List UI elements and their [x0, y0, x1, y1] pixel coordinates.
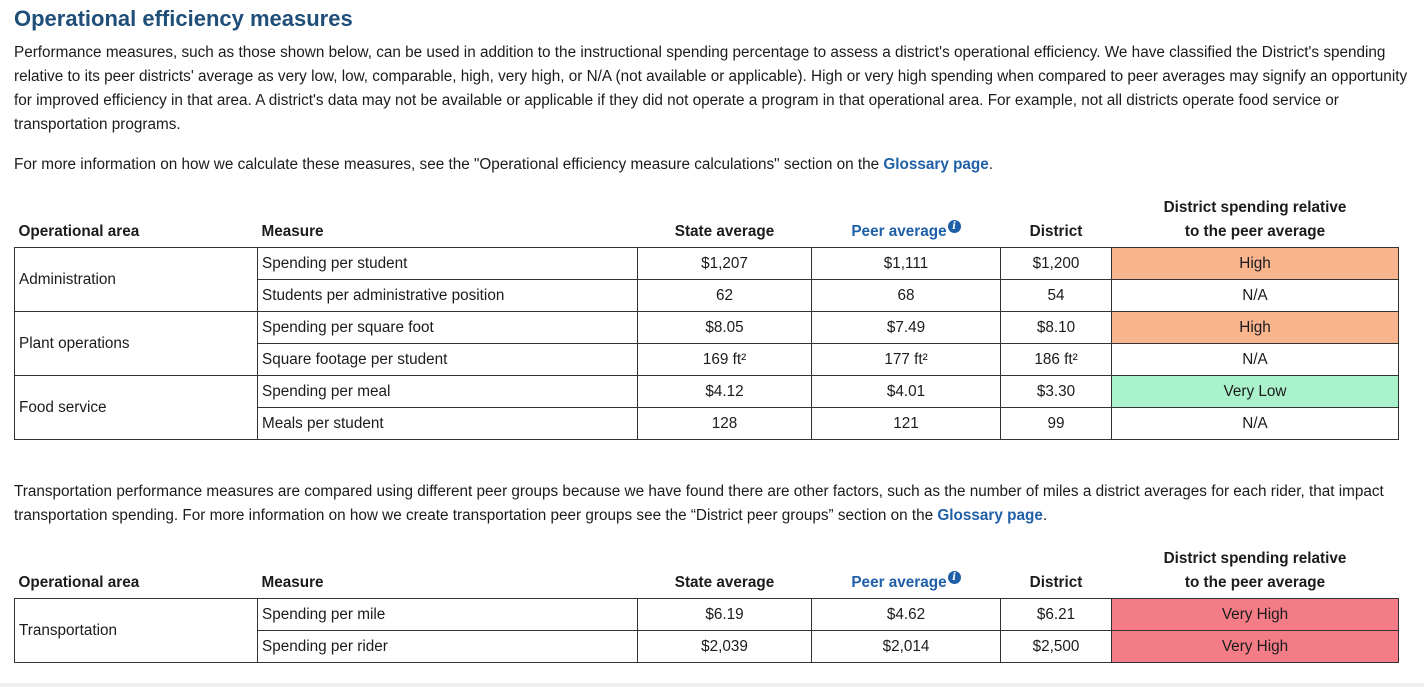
- bottom-scroll-strip: [0, 683, 1424, 687]
- measure-cell: Meals per student: [258, 408, 638, 440]
- header-relative-line2: to the peer average: [1184, 574, 1326, 591]
- header-relative-line2: to the peer average: [1184, 223, 1326, 240]
- peer-average-label: Peer average: [851, 574, 947, 591]
- peer-average-cell: 177 ft²: [812, 344, 1001, 376]
- header-relative: [1112, 547, 1399, 599]
- peer-average-cell: 68: [812, 280, 1001, 312]
- header-state-average: State average: [674, 223, 775, 240]
- header-district: District: [1029, 574, 1083, 591]
- district-cell: $8.10: [1001, 312, 1112, 344]
- table-row: [15, 599, 1399, 631]
- relative-spending-cell: Very High: [1112, 631, 1399, 663]
- state-average-cell: $8.05: [638, 312, 812, 344]
- transport-note-text: Transportation performance measures are compared using different peer groups because we have found there are other factors, such as the number of miles a district averages for each rider, that impact transportation spending. For more information on how we create transportation peer groups see the “District peer groups” section on the: [14, 483, 1384, 524]
- measure-cell: Students per administrative position: [258, 280, 638, 312]
- measure-cell: Spending per rider: [258, 631, 638, 663]
- district-cell: 54: [1001, 280, 1112, 312]
- transport-note-paragraph: [14, 480, 1410, 528]
- district-cell: 99: [1001, 408, 1112, 440]
- measure-cell: Spending per mile: [258, 599, 638, 631]
- operational-area-cell: Food service: [15, 376, 258, 440]
- operational-area-cell: Administration: [15, 248, 258, 312]
- header-relative-line1: District spending relative: [1163, 550, 1347, 567]
- peer-average-cell: $4.01: [812, 376, 1001, 408]
- table-header-row: [15, 547, 1399, 599]
- header-peer-average: [812, 547, 1001, 599]
- header-operational-area: Operational area: [18, 223, 140, 240]
- relative-spending-cell: Very Low: [1112, 376, 1399, 408]
- state-average-cell: $4.12: [638, 376, 812, 408]
- district-cell: $1,200: [1001, 248, 1112, 280]
- state-average-cell: 128: [638, 408, 812, 440]
- measure-cell: Spending per square foot: [258, 312, 638, 344]
- calc-note-paragraph: [14, 153, 1410, 177]
- district-cell: $6.21: [1001, 599, 1112, 631]
- relative-spending-cell: High: [1112, 248, 1399, 280]
- state-average-cell: $2,039: [638, 631, 812, 663]
- measure-cell: Spending per meal: [258, 376, 638, 408]
- header-district: District: [1029, 223, 1083, 240]
- calc-note-text: For more information on how we calculate these measures, see the "Operational efficiency measure calculations" section on the: [14, 156, 884, 173]
- header-measure: Measure: [261, 223, 324, 240]
- page-title: Operational efficiency measures: [14, 6, 353, 31]
- header-relative-line1: District spending relative: [1163, 199, 1347, 216]
- relative-spending-cell: N/A: [1112, 344, 1399, 376]
- relative-spending-cell: Very High: [1112, 599, 1399, 631]
- peer-average-cell: $1,111: [812, 248, 1001, 280]
- table-header-row: [15, 196, 1399, 248]
- district-cell: $3.30: [1001, 376, 1112, 408]
- state-average-cell: $6.19: [638, 599, 812, 631]
- peer-average-label: Peer average: [851, 223, 947, 240]
- peer-average-cell: $4.62: [812, 599, 1001, 631]
- state-average-cell: 169 ft²: [638, 344, 812, 376]
- operational-area-cell: Plant operations: [15, 312, 258, 376]
- info-icon[interactable]: i: [948, 220, 961, 233]
- transport-note-end: .: [1042, 507, 1048, 524]
- header-state-average: State average: [674, 574, 775, 591]
- measure-cell: Spending per student: [258, 248, 638, 280]
- efficiency-table: [14, 196, 1399, 440]
- relative-spending-cell: High: [1112, 312, 1399, 344]
- peer-average-cell: 121: [812, 408, 1001, 440]
- table-row: [15, 376, 1399, 408]
- peer-average-cell: $2,014: [812, 631, 1001, 663]
- intro-paragraph: Performance measures, such as those shown below, can be used in addition to the instructional spending percentage to assess a district's operational efficiency. We have classified the District's spending relative to its peer districts' average as very low, low, comparable, high, very high, or N/A (not available or applicable). High or very high spending when compared to peer averages may signify an opportunity for improved efficiency in that area. A district's data may not be available or applicable if they did not operate a program in that operational area. For example, not all districts operate food service or transportation programs.: [14, 44, 1408, 133]
- operational-area-cell: Transportation: [15, 599, 258, 663]
- relative-spending-cell: N/A: [1112, 280, 1399, 312]
- header-peer-average: [812, 196, 1001, 248]
- state-average-cell: 62: [638, 280, 812, 312]
- header-relative: [1112, 196, 1399, 248]
- glossary-link[interactable]: Glossary page: [883, 156, 989, 173]
- header-operational-area: Operational area: [18, 574, 140, 591]
- transportation-table: [14, 547, 1399, 663]
- table-row: [15, 248, 1399, 280]
- info-icon[interactable]: i: [948, 571, 961, 584]
- district-cell: $2,500: [1001, 631, 1112, 663]
- calc-note-end: .: [988, 156, 994, 173]
- relative-spending-cell: N/A: [1112, 408, 1399, 440]
- measure-cell: Square footage per student: [258, 344, 638, 376]
- table-row: [15, 312, 1399, 344]
- glossary-link[interactable]: Glossary page: [937, 507, 1043, 524]
- peer-average-cell: $7.49: [812, 312, 1001, 344]
- state-average-cell: $1,207: [638, 248, 812, 280]
- header-measure: Measure: [261, 574, 324, 591]
- district-cell: 186 ft²: [1001, 344, 1112, 376]
